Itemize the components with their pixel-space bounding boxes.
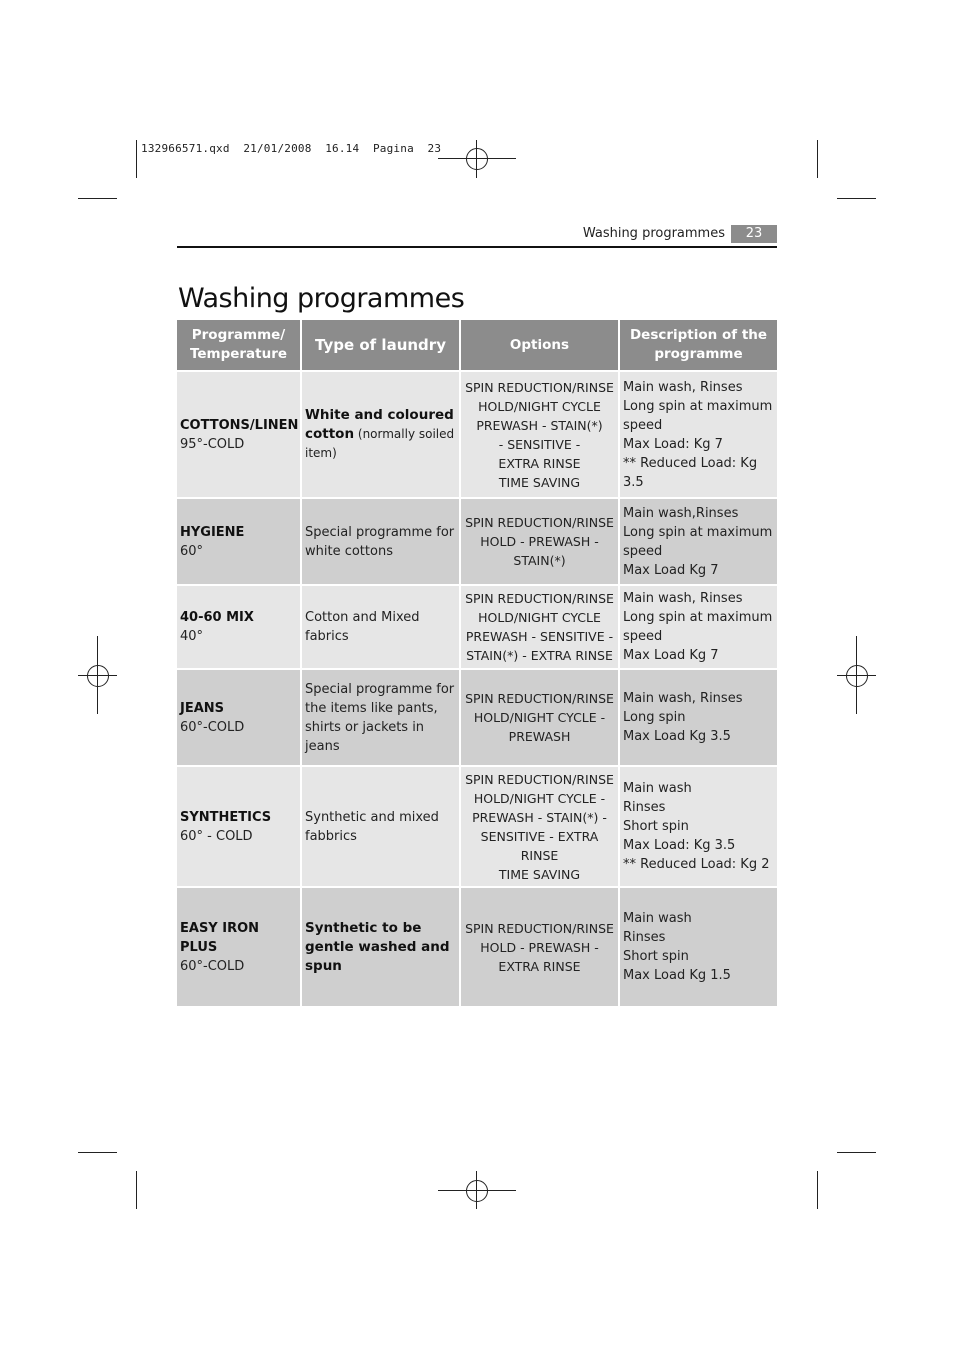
description-line: Max Load Kg 1.5: [623, 968, 731, 983]
option-line: SPIN REDUCTION/RINSE: [465, 379, 614, 395]
options-cell: [460, 371, 619, 498]
description-line: Max Load Kg 7: [623, 562, 719, 578]
option-line: - SENSITIVE -: [498, 436, 581, 452]
table-row: [177, 498, 777, 585]
programme-cell: [177, 766, 301, 887]
option-line: PREWASH: [508, 729, 571, 744]
description-line: Long spin at maximum: [623, 524, 773, 540]
programme-cell: [177, 585, 301, 669]
programme-temperature: 60°: [180, 543, 204, 559]
description-line: Rinses: [623, 930, 666, 945]
running-header-section: Washing programmes: [582, 226, 725, 241]
option-line: HOLD/NIGHT CYCLE -: [473, 710, 606, 725]
crop-mark: [837, 198, 876, 199]
page-title: Washing programmes: [178, 283, 465, 314]
programmes-table: [177, 320, 777, 1006]
header-rule: [177, 246, 777, 248]
description-line: speed: [623, 543, 663, 559]
options-cell: [460, 669, 619, 766]
description-line: Max Load Kg 3.5: [623, 729, 731, 744]
option-line: SPIN REDUCTION/RINSE: [465, 920, 614, 936]
description-line: Max Load: Kg 7: [623, 436, 723, 452]
option-line: SPIN REDUCTION/RINSE: [465, 771, 614, 787]
header-options: Options: [460, 320, 619, 371]
description-line: Long spin: [623, 710, 686, 725]
programme-temperature: 60°-COLD: [180, 719, 245, 735]
table-row: [177, 669, 777, 766]
laundry-type-bold: Synthetic to be gentle washed and spun: [305, 919, 450, 974]
description-cell: [619, 887, 777, 1006]
crop-mark: [136, 140, 137, 178]
description-cell: [619, 669, 777, 766]
description-line: Max Load: Kg 3.5: [623, 838, 736, 853]
option-line: HOLD - PREWASH -: [480, 534, 599, 549]
programme-temperature: 60°-COLD: [180, 958, 245, 974]
option-line: EXTRA RINSE: [498, 958, 581, 974]
description-line: speed: [623, 417, 663, 433]
description-cell: [619, 766, 777, 887]
crop-mark: [817, 140, 818, 178]
page-number: 23: [731, 225, 777, 243]
table-row: [177, 766, 777, 887]
option-line: EXTRA RINSE: [498, 455, 581, 471]
option-line: TIME SAVING: [498, 474, 581, 490]
description-line: Short spin: [623, 819, 689, 834]
programme-name: 40-60 MIX: [180, 610, 254, 625]
laundry-type: Special programme for white cottons: [305, 524, 455, 559]
option-line: PREWASH - STAIN(*) -: [472, 809, 607, 825]
programme-temperature: 95°-COLD: [180, 436, 245, 452]
laundry-cell: [301, 887, 460, 1006]
description-line: ** Reduced Load: Kg 3.5: [623, 455, 758, 490]
laundry-type: (normally soiled item): [305, 427, 455, 460]
option-line: SENSITIVE - EXTRA RINSE: [480, 828, 599, 863]
laundry-type: Cotton and Mixed fabrics: [305, 610, 420, 644]
description-line: Rinses: [623, 800, 666, 815]
laundry-cell: [301, 498, 460, 585]
print-slug: 132966571.qxd 21/01/2008 16.14 Pagina 23: [141, 142, 442, 155]
table-row: [177, 585, 777, 669]
option-line: HOLD - PREWASH -: [480, 939, 599, 955]
laundry-cell: [301, 669, 460, 766]
programme-cell: [177, 371, 301, 498]
programme-cell: [177, 669, 301, 766]
description-line: speed: [623, 629, 663, 644]
description-line: Main wash: [623, 781, 692, 796]
crop-mark: [136, 1171, 137, 1209]
description-line: Short spin: [623, 949, 689, 964]
crop-mark: [78, 1152, 117, 1153]
description-line: ** Reduced Load: Kg 2: [623, 857, 770, 872]
description-cell: [619, 371, 777, 498]
programme-name: JEANS: [180, 700, 225, 716]
description-line: Main wash, Rinses: [623, 591, 743, 606]
option-line: STAIN(*) - EXTRA RINSE: [466, 648, 613, 663]
description-line: Main wash, Rinses: [623, 691, 743, 706]
option-line: SPIN REDUCTION/RINSE: [465, 691, 614, 706]
header-description: Description of the programme: [619, 320, 777, 371]
laundry-cell: [301, 371, 460, 498]
laundry-cell: [301, 585, 460, 669]
description-line: Max Load Kg 7: [623, 648, 719, 663]
option-line: HOLD/NIGHT CYCLE: [478, 610, 601, 625]
option-line: HOLD/NIGHT CYCLE -: [473, 790, 606, 806]
options-cell: [460, 887, 619, 1006]
table-row: [177, 887, 777, 1006]
programme-name: COTTONS/LINEN: [180, 417, 299, 433]
programme-cell: [177, 887, 301, 1006]
laundry-type: Synthetic and mixed fabbrics: [305, 809, 439, 844]
description-line: Long spin at maximum: [623, 610, 773, 625]
option-line: TIME SAVING: [498, 866, 581, 882]
programme-temperature: 60° - COLD: [180, 828, 253, 844]
option-line: PREWASH - STAIN(*): [476, 417, 603, 433]
programme-temperature: 40°: [180, 629, 204, 644]
options-cell: [460, 766, 619, 887]
option-line: SPIN REDUCTION/RINSE: [465, 591, 614, 606]
option-line: HOLD/NIGHT CYCLE: [478, 398, 601, 414]
description-line: Long spin at maximum: [623, 398, 773, 414]
table-row: [177, 371, 777, 498]
table-header-row: [177, 320, 777, 371]
option-line: STAIN(*): [513, 553, 566, 568]
laundry-type-bold: White and coloured cotton: [305, 407, 454, 442]
crop-mark: [817, 1171, 818, 1209]
options-cell: [460, 498, 619, 585]
laundry-type: Special programme for the items like pants, shirts or jackets in jeans: [305, 681, 455, 754]
description-cell: [619, 585, 777, 669]
running-header: [177, 224, 777, 248]
option-line: SPIN REDUCTION/RINSE: [465, 515, 614, 530]
description-line: Main wash: [623, 911, 692, 926]
programme-name: SYNTHETICS: [180, 809, 272, 825]
crop-mark: [837, 1152, 876, 1153]
laundry-cell: [301, 766, 460, 887]
header-programme: Programme/ Temperature: [177, 320, 301, 371]
description-cell: [619, 498, 777, 585]
programme-cell: [177, 498, 301, 585]
programme-name: HYGIENE: [180, 524, 245, 540]
crop-mark: [78, 198, 117, 199]
option-line: PREWASH - SENSITIVE -: [465, 629, 614, 644]
description-line: Main wash,Rinses: [623, 505, 739, 521]
programme-name: EASY IRON PLUS: [180, 920, 260, 955]
header-type-of-laundry: Type of laundry: [301, 320, 460, 371]
options-cell: [460, 585, 619, 669]
description-line: Main wash, Rinses: [623, 379, 743, 395]
